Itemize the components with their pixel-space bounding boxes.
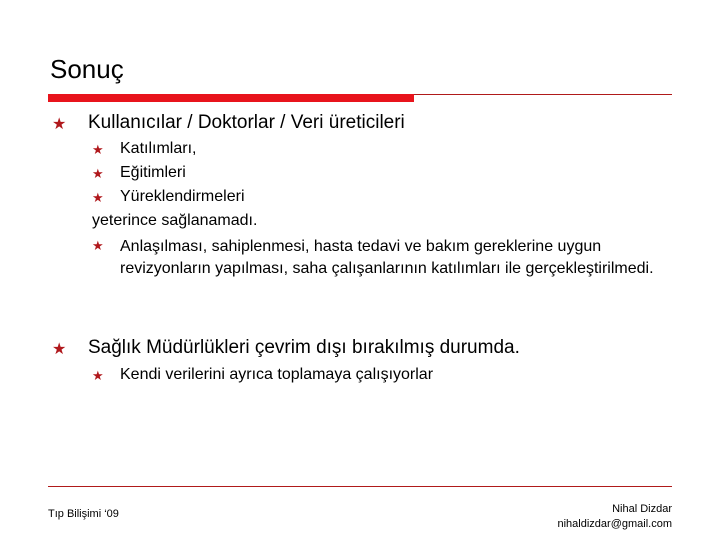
star-bullet-icon: ★ (92, 238, 104, 253)
sub-bullet-text: Yüreklendirmeleri (120, 188, 245, 205)
star-bullet-icon: ★ (52, 116, 67, 133)
footer-email: nihaldizdar@gmail.com (557, 518, 672, 530)
bullet-text: Kullanıcılar / Doktorlar / Veri üreticileri (88, 112, 405, 133)
star-bullet-icon: ★ (92, 368, 104, 383)
bullet-text: Sağlık Müdürlükleri çevrim dışı bırakılmış durumda. (88, 337, 520, 358)
sub-bullet-text: Katılımları, (120, 140, 197, 157)
star-bullet-icon: ★ (52, 341, 67, 358)
star-bullet-icon: ★ (92, 142, 104, 157)
sub-bullet-text: Anlaşılması, sahiplenmesi, hasta tedavi ve bakım gereklerine uygun revizyonların yapılması, saha çalışanlarının katılımları ile gerçekleştirilmedi. (120, 238, 654, 277)
sub-bullet-text: Kendi verilerini ayrıca toplamaya çalışıyorlar (120, 366, 434, 383)
title-divider-line (414, 94, 672, 95)
footer-author: Nihal Dizdar (612, 503, 672, 515)
sub-bullet-text: Eğitimleri (120, 164, 186, 181)
continuation-text: yeterince sağlanamadı. (92, 212, 258, 229)
slide-title: Sonuç (50, 54, 124, 84)
footer-divider-line (48, 486, 672, 487)
title-accent-bar (48, 94, 414, 102)
footer-conference: Tıp Bilişimi ‘09 (48, 508, 119, 520)
footer-author-block (558, 502, 673, 532)
star-bullet-icon: ★ (92, 166, 104, 181)
star-bullet-icon: ★ (92, 190, 104, 205)
